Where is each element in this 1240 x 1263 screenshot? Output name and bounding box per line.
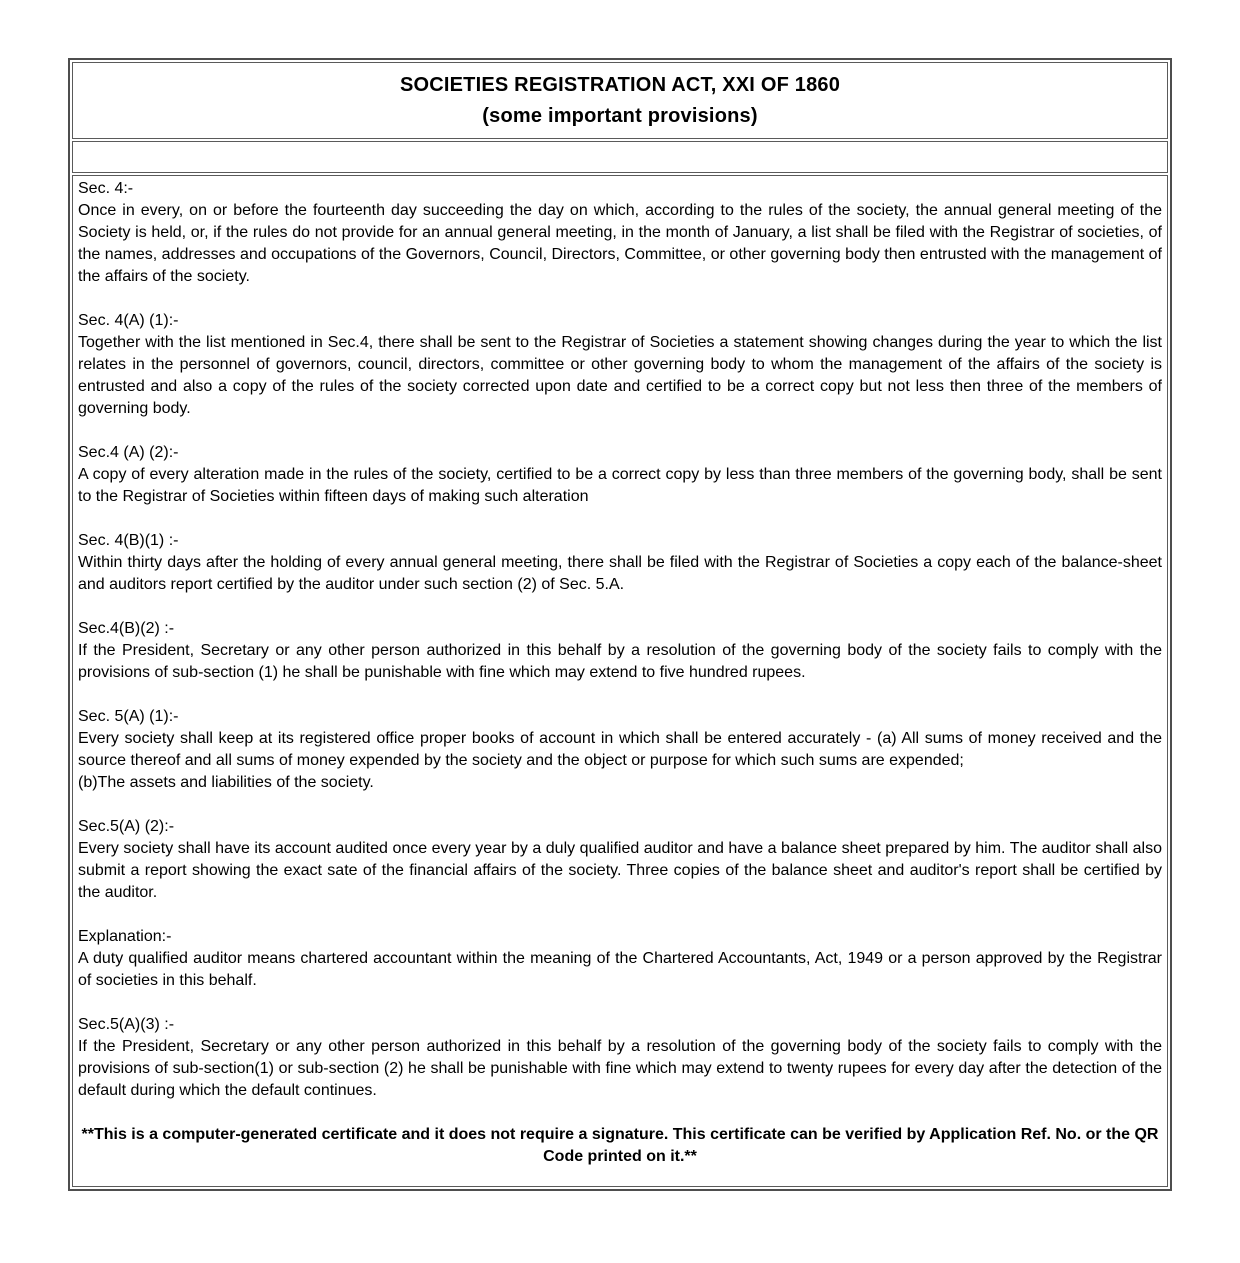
section-heading: Sec. 4(B)(1) :- <box>78 532 179 549</box>
section-body: Together with the list mentioned in Sec.4, there shall be sent to the Registrar of Societies a statement showing changes during the year to which the list relates in the personnel of governors, council, directors, committee or other governing body to whom the management of the affairs of the society is entrusted and also a copy of the rules of the society corrected upon date and certified to be a correct copy but not less then three of the members of governing body. <box>78 334 1162 417</box>
section-sec-5a-1 <box>78 706 1162 794</box>
section-body: If the President, Secretary or any other person authorized in this behalf by a resolution of the governing body of the society fails to comply with the provisions of sub-section(1) or sub-section (2) he shall be punishable with fine which may extend to twenty rupees for every day after the detection of the default during which the default continues. <box>78 1038 1162 1099</box>
section-sec-4b-2 <box>78 618 1162 684</box>
spacer-row <box>72 141 1168 173</box>
section-body: Within thirty days after the holding of every annual general meeting, there shall be filed with the Registrar of Societies a copy each of the balance-sheet and auditors report certified by the auditor under such section (2) of Sec. 5.A. <box>78 554 1162 593</box>
section-sec-5a-3 <box>78 1014 1162 1102</box>
section-heading: Explanation:- <box>78 928 172 945</box>
section-heading: Sec.4 (A) (2):- <box>78 444 179 461</box>
section-heading: Sec.5(A)(3) :- <box>78 1016 175 1033</box>
document-subtitle: (some important provisions) <box>482 105 758 127</box>
section-sec-4b-1 <box>78 530 1162 596</box>
document-header <box>72 62 1168 139</box>
certificate-footer-note: **This is a computer-generated certificate and it does not require a signature. This certificate can be verified by Application Ref. No. or the QR Code printed on it.** <box>81 1126 1159 1165</box>
section-heading: Sec. 5(A) (1):- <box>78 708 179 725</box>
section-sec-4a-1 <box>78 310 1162 420</box>
section-sec-4a-2 <box>78 442 1162 508</box>
section-body: Every society shall keep at its registered office proper books of account in which shall be entered accurately - (a) All sums of money received and the source thereof and all sums of money expended by the society and the object or purpose for which such sums are expended; <box>78 730 1162 769</box>
section-body: A duty qualified auditor means chartered accountant within the meaning of the Chartered Accountants, Act, 1949 or a person approved by the Registrar of societies in this behalf. <box>78 950 1162 989</box>
section-sec-4 <box>78 178 1162 288</box>
section-heading: Sec. 4(A) (1):- <box>78 312 179 329</box>
section-body: Every society shall have its account audited once every year by a duly qualified auditor and have a balance sheet prepared by him. The auditor shall also submit a report showing the exact sate of the financial affairs of the society. Three copies of the balance sheet and auditor's report shall be certified by the auditor. <box>78 840 1162 901</box>
document-body <box>72 175 1168 1187</box>
section-body-item-b: (b)The assets and liabilities of the society. <box>78 774 374 791</box>
section-body: A copy of every alteration made in the rules of the society, certified to be a correct copy by less than three members of the governing body, shall be sent to the Registrar of Societies within fifteen days of making such alteration <box>78 466 1162 505</box>
section-explanation <box>78 926 1162 992</box>
section-body: If the President, Secretary or any other person authorized in this behalf by a resolution of the governing body of the society fails to comply with the provisions of sub-section (1) he shall be punishable with fine which may extend to five hundred rupees. <box>78 642 1162 681</box>
certificate-document <box>68 58 1172 1191</box>
document-title: SOCIETIES REGISTRATION ACT, XXI OF 1860 <box>399 74 841 96</box>
section-heading: Sec. 4:- <box>78 180 134 197</box>
section-heading: Sec.4(B)(2) :- <box>78 620 175 637</box>
section-heading: Sec.5(A) (2):- <box>78 818 175 835</box>
section-body: Once in every, on or before the fourteenth day succeeding the day on which, according to the rules of the society, the annual general meeting of the Society is held, or, if the rules do not provide for an annual general meeting, in the month of January, a list shall be filed with the Registrar of societies, of the names, addresses and occupations of the Governors, Council, Directors, Committee, or other governing body then entrusted with the management of the affairs of the society. <box>78 202 1162 285</box>
section-sec-5a-2 <box>78 816 1162 904</box>
